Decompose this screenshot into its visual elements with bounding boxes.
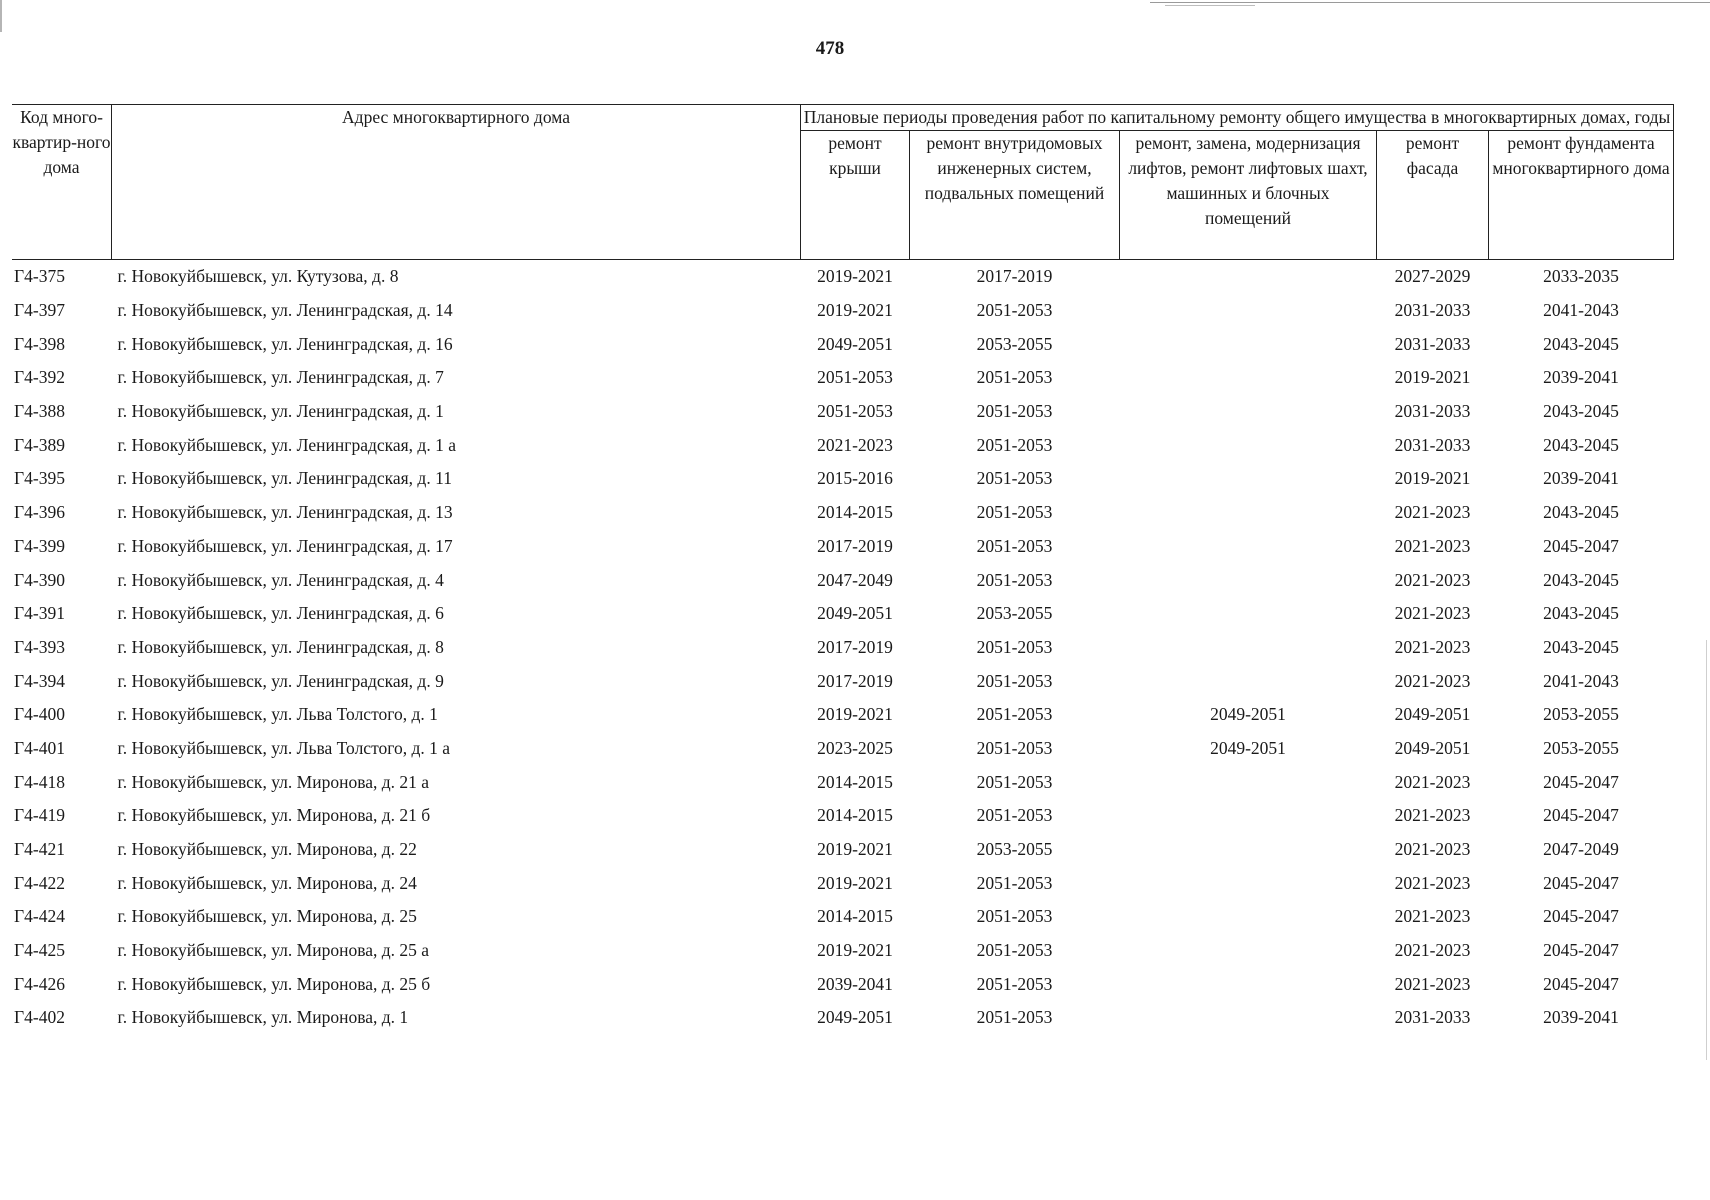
cell-facade: 2031-2033 <box>1394 333 1471 354</box>
cell-systems: 2051-2053 <box>976 569 1053 590</box>
header-elevators: ремонт, замена, модернизация лифтов, ремонт лифтовых шахт, машинных и блочных помещений <box>1120 131 1377 260</box>
cell-elevators <box>1120 967 1377 1001</box>
cell-systems: 2051-2053 <box>976 771 1053 792</box>
cell-code: Г4-397 <box>14 300 65 321</box>
cell-foundation: 2043-2045 <box>1543 434 1619 455</box>
cell-elevators <box>1120 866 1377 900</box>
cell-address: г. Новокуйбышевск, ул. Ленинградская, д. 1 <box>117 401 444 422</box>
cell-systems: 2051-2053 <box>976 636 1053 657</box>
cell-elevators <box>1120 361 1377 395</box>
cell-systems: 2051-2053 <box>976 535 1053 556</box>
cell-foundation: 2045-2047 <box>1543 872 1619 893</box>
cell-systems: 2053-2055 <box>976 333 1053 354</box>
cell-systems: 2051-2053 <box>976 502 1053 523</box>
cell-elevators <box>1120 462 1377 496</box>
cell-facade: 2027-2029 <box>1394 266 1471 287</box>
cell-facade: 2021-2023 <box>1394 872 1471 893</box>
cell-foundation: 2045-2047 <box>1543 940 1619 961</box>
cell-systems: 2051-2053 <box>976 300 1053 321</box>
cell-roof: 2049-2051 <box>817 333 893 354</box>
cell-elevators <box>1120 765 1377 799</box>
cell-elevators <box>1120 260 1377 294</box>
cell-foundation: 2043-2045 <box>1543 569 1619 590</box>
scan-artifact-edge <box>0 0 2 32</box>
cell-systems: 2051-2053 <box>976 1007 1053 1028</box>
cell-roof: 2051-2053 <box>817 401 893 422</box>
cell-roof: 2015-2016 <box>817 468 893 489</box>
cell-code: Г4-391 <box>14 603 65 624</box>
cell-code: Г4-419 <box>14 805 65 826</box>
cell-elevators <box>1120 294 1377 328</box>
cell-elevators <box>1120 934 1377 968</box>
cell-address: г. Новокуйбышевск, ул. Миронова, д. 25 а <box>117 940 430 961</box>
table-row <box>12 462 1674 496</box>
cell-facade: 2021-2023 <box>1394 771 1471 792</box>
cell-address: г. Новокуйбышевск, ул. Миронова, д. 22 <box>117 839 417 860</box>
table-row <box>12 866 1674 900</box>
cell-elevators <box>1120 530 1377 564</box>
cell-facade: 2049-2051 <box>1394 704 1471 725</box>
cell-facade: 2021-2023 <box>1394 603 1471 624</box>
repair-schedule-table-container <box>12 104 1674 1035</box>
table-header <box>12 105 1674 260</box>
cell-facade: 2031-2033 <box>1394 401 1471 422</box>
cell-foundation: 2053-2055 <box>1543 704 1619 725</box>
cell-roof: 2049-2051 <box>817 603 893 624</box>
cell-roof: 2019-2021 <box>817 266 893 287</box>
cell-facade: 2031-2033 <box>1394 434 1471 455</box>
cell-roof: 2014-2015 <box>817 906 893 927</box>
cell-address: г. Новокуйбышевск, ул. Льва Толстого, д. 1 <box>117 704 438 725</box>
table-body <box>12 260 1674 1035</box>
cell-facade: 2021-2023 <box>1394 973 1471 994</box>
cell-systems: 2051-2053 <box>976 737 1053 758</box>
cell-roof: 2014-2015 <box>817 805 893 826</box>
cell-code: Г4-421 <box>14 839 65 860</box>
cell-elevators <box>1120 496 1377 530</box>
cell-address: г. Новокуйбышевск, ул. Ленинградская, д. 1 а <box>117 434 456 455</box>
page-number: 478 <box>815 38 845 59</box>
cell-foundation: 2045-2047 <box>1543 973 1619 994</box>
table-row <box>12 294 1674 328</box>
cell-address: г. Новокуйбышевск, ул. Ленинградская, д. 11 <box>117 468 452 489</box>
cell-foundation: 2041-2043 <box>1543 670 1619 691</box>
cell-foundation: 2045-2047 <box>1543 906 1619 927</box>
table-row <box>12 967 1674 1001</box>
cell-roof: 2019-2021 <box>817 872 893 893</box>
cell-systems: 2053-2055 <box>976 839 1053 860</box>
cell-code: Г4-422 <box>14 872 65 893</box>
cell-systems: 2051-2053 <box>976 906 1053 927</box>
table-row <box>12 327 1674 361</box>
cell-roof: 2047-2049 <box>817 569 893 590</box>
table-row <box>12 799 1674 833</box>
cell-elevators <box>1120 664 1377 698</box>
cell-code: Г4-393 <box>14 636 65 657</box>
table-row <box>12 934 1674 968</box>
cell-facade: 2019-2021 <box>1394 468 1471 489</box>
cell-systems: 2053-2055 <box>976 603 1053 624</box>
table-row <box>12 361 1674 395</box>
cell-systems: 2051-2053 <box>976 805 1053 826</box>
header-foundation: ремонт фундамента многоквартирного дома <box>1489 131 1674 260</box>
cell-code: Г4-395 <box>14 468 65 489</box>
cell-elevators <box>1120 395 1377 429</box>
cell-code: Г4-399 <box>14 535 65 556</box>
cell-foundation: 2033-2035 <box>1543 266 1619 287</box>
cell-systems: 2051-2053 <box>976 704 1053 725</box>
cell-roof: 2049-2051 <box>817 1007 893 1028</box>
cell-foundation: 2043-2045 <box>1543 502 1619 523</box>
cell-foundation: 2043-2045 <box>1543 401 1619 422</box>
cell-systems: 2017-2019 <box>976 266 1053 287</box>
table-row <box>12 698 1674 732</box>
cell-facade: 2031-2033 <box>1394 1007 1471 1028</box>
cell-systems: 2051-2053 <box>976 670 1053 691</box>
table-row <box>12 563 1674 597</box>
cell-elevators: 2049-2051 <box>1210 737 1286 758</box>
cell-code: Г4-424 <box>14 906 65 927</box>
table-row <box>12 631 1674 665</box>
cell-address: г. Новокуйбышевск, ул. Ленинградская, д. 8 <box>117 636 444 657</box>
cell-code: Г4-400 <box>14 704 65 725</box>
cell-systems: 2051-2053 <box>976 468 1053 489</box>
table-row <box>12 833 1674 867</box>
cell-foundation: 2043-2045 <box>1543 636 1619 657</box>
cell-elevators <box>1120 327 1377 361</box>
cell-facade: 2021-2023 <box>1394 636 1471 657</box>
cell-address: г. Новокуйбышевск, ул. Ленинградская, д. 16 <box>117 333 453 354</box>
cell-elevators <box>1120 563 1377 597</box>
cell-facade: 2021-2023 <box>1394 502 1471 523</box>
cell-systems: 2051-2053 <box>976 434 1053 455</box>
cell-elevators <box>1120 597 1377 631</box>
cell-roof: 2017-2019 <box>817 670 893 691</box>
cell-address: г. Новокуйбышевск, ул. Миронова, д. 21 а <box>117 771 430 792</box>
cell-address: г. Новокуйбышевск, ул. Миронова, д. 1 <box>117 1007 409 1028</box>
cell-address: г. Новокуйбышевск, ул. Ленинградская, д. 9 <box>117 670 444 691</box>
cell-roof: 2017-2019 <box>817 636 893 657</box>
cell-facade: 2019-2021 <box>1394 367 1471 388</box>
cell-facade: 2031-2033 <box>1394 300 1471 321</box>
table-row <box>12 496 1674 530</box>
scan-artifact-line <box>1165 5 1255 6</box>
table-row <box>12 428 1674 462</box>
cell-roof: 2019-2021 <box>817 940 893 961</box>
cell-roof: 2023-2025 <box>817 737 893 758</box>
cell-roof: 2021-2023 <box>817 434 893 455</box>
cell-address: г. Новокуйбышевск, ул. Миронова, д. 25 б <box>117 973 431 994</box>
cell-address: г. Новокуйбышевск, ул. Миронова, д. 21 б <box>117 805 431 826</box>
cell-code: Г4-389 <box>14 434 65 455</box>
scan-artifact-line <box>1150 2 1710 3</box>
cell-elevators <box>1120 900 1377 934</box>
cell-facade: 2021-2023 <box>1394 940 1471 961</box>
cell-address: г. Новокуйбышевск, ул. Ленинградская, д. 7 <box>117 367 444 388</box>
cell-facade: 2021-2023 <box>1394 839 1471 860</box>
cell-foundation: 2045-2047 <box>1543 535 1619 556</box>
cell-code: Г4-392 <box>14 367 65 388</box>
cell-systems: 2051-2053 <box>976 872 1053 893</box>
cell-systems: 2051-2053 <box>976 940 1053 961</box>
cell-facade: 2021-2023 <box>1394 805 1471 826</box>
scan-artifact-edge <box>1706 640 1707 1060</box>
table-row <box>12 395 1674 429</box>
cell-foundation: 2041-2043 <box>1543 300 1619 321</box>
cell-address: г. Новокуйбышевск, ул. Ленинградская, д. 13 <box>117 502 453 523</box>
cell-code: Г4-402 <box>14 1007 65 1028</box>
header-systems: ремонт внутридомовых инженерных систем, подвальных помещений <box>910 131 1120 260</box>
cell-facade: 2021-2023 <box>1394 569 1471 590</box>
cell-facade: 2049-2051 <box>1394 737 1471 758</box>
cell-elevators <box>1120 428 1377 462</box>
cell-code: Г4-426 <box>14 973 65 994</box>
header-code: Код много-квартир-ного дома <box>12 105 112 260</box>
cell-elevators <box>1120 799 1377 833</box>
cell-systems: 2051-2053 <box>976 973 1053 994</box>
cell-code: Г4-425 <box>14 940 65 961</box>
table-row <box>12 1001 1674 1035</box>
cell-roof: 2019-2021 <box>817 300 893 321</box>
cell-roof: 2014-2015 <box>817 502 893 523</box>
cell-facade: 2021-2023 <box>1394 670 1471 691</box>
cell-foundation: 2047-2049 <box>1543 839 1619 860</box>
cell-roof: 2019-2021 <box>817 839 893 860</box>
cell-roof: 2019-2021 <box>817 704 893 725</box>
cell-address: г. Новокуйбышевск, ул. Ленинградская, д. 14 <box>117 300 453 321</box>
cell-roof: 2039-2041 <box>817 973 893 994</box>
cell-roof: 2014-2015 <box>817 771 893 792</box>
cell-facade: 2021-2023 <box>1394 906 1471 927</box>
cell-elevators <box>1120 631 1377 665</box>
cell-address: г. Новокуйбышевск, ул. Ленинградская, д. 6 <box>117 603 444 624</box>
cell-elevators <box>1120 833 1377 867</box>
repair-schedule-table <box>12 104 1674 1035</box>
cell-code: Г4-375 <box>14 266 65 287</box>
cell-address: г. Новокуйбышевск, ул. Ленинградская, д. 4 <box>117 569 444 590</box>
cell-code: Г4-390 <box>14 569 65 590</box>
cell-foundation: 2043-2045 <box>1543 603 1619 624</box>
cell-elevators: 2049-2051 <box>1210 704 1286 725</box>
cell-elevators <box>1120 1001 1377 1035</box>
table-row <box>12 732 1674 766</box>
table-row <box>12 260 1674 294</box>
cell-code: Г4-394 <box>14 670 65 691</box>
cell-systems: 2051-2053 <box>976 367 1053 388</box>
cell-foundation: 2039-2041 <box>1543 1007 1619 1028</box>
table-row <box>12 530 1674 564</box>
header-facade: ремонт фасада <box>1377 131 1489 260</box>
cell-address: г. Новокуйбышевск, ул. Льва Толстого, д. 1 а <box>117 737 451 758</box>
cell-code: Г4-398 <box>14 333 65 354</box>
cell-address: г. Новокуйбышевск, ул. Кутузова, д. 8 <box>117 266 399 287</box>
cell-foundation: 2045-2047 <box>1543 805 1619 826</box>
cell-foundation: 2039-2041 <box>1543 367 1619 388</box>
cell-foundation: 2043-2045 <box>1543 333 1619 354</box>
header-address: Адрес многоквартирного дома <box>112 105 801 260</box>
header-roof: ремонт крыши <box>801 131 910 260</box>
cell-code: Г4-418 <box>14 771 65 792</box>
cell-code: Г4-388 <box>14 401 65 422</box>
cell-code: Г4-401 <box>14 737 65 758</box>
cell-address: г. Новокуйбышевск, ул. Миронова, д. 24 <box>117 872 417 893</box>
table-row <box>12 664 1674 698</box>
cell-foundation: 2045-2047 <box>1543 771 1619 792</box>
cell-roof: 2051-2053 <box>817 367 893 388</box>
cell-address: г. Новокуйбышевск, ул. Ленинградская, д. 17 <box>117 535 453 556</box>
cell-code: Г4-396 <box>14 502 65 523</box>
cell-foundation: 2053-2055 <box>1543 737 1619 758</box>
table-row <box>12 900 1674 934</box>
cell-systems: 2051-2053 <box>976 401 1053 422</box>
table-row <box>12 597 1674 631</box>
header-group: Плановые периоды проведения работ по капитальному ремонту общего имущества в многоквартирных домах, годы <box>801 105 1674 131</box>
cell-roof: 2017-2019 <box>817 535 893 556</box>
table-row <box>12 765 1674 799</box>
cell-facade: 2021-2023 <box>1394 535 1471 556</box>
cell-address: г. Новокуйбышевск, ул. Миронова, д. 25 <box>117 906 417 927</box>
cell-foundation: 2039-2041 <box>1543 468 1619 489</box>
